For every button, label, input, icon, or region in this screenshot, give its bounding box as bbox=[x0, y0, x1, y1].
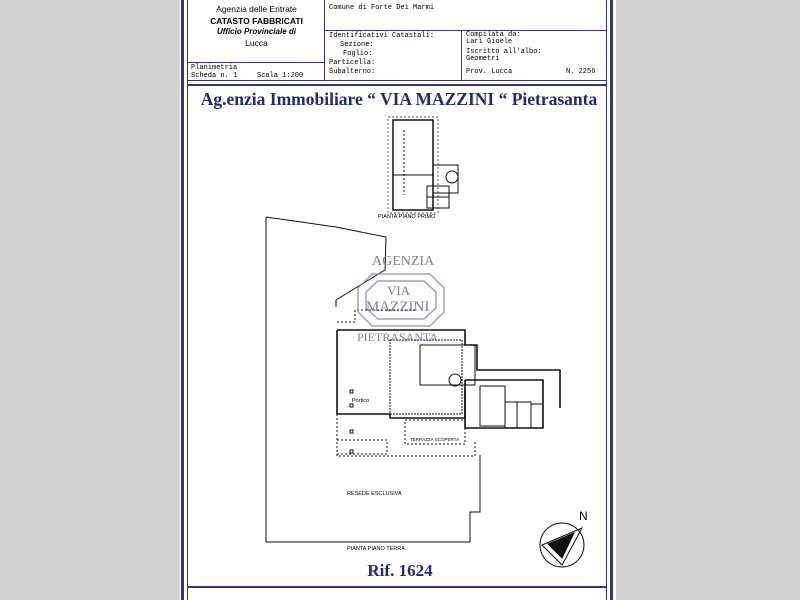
planimetria-label: Planimetria bbox=[191, 64, 238, 72]
provincial-office: Ufficio Provinciale di bbox=[217, 27, 296, 36]
identificativi-label: Identificativi Catastali: bbox=[329, 32, 435, 40]
watermark-line3: MAZZINI bbox=[366, 299, 430, 315]
reference-number: Rif. 1624 bbox=[367, 561, 433, 580]
portico-label: Portico bbox=[352, 398, 370, 404]
registration-number: N. 2256 bbox=[566, 68, 596, 76]
albo-label: Iscritto all'albo: bbox=[466, 48, 542, 56]
albo-value: Geometri bbox=[466, 55, 500, 63]
sezione-label: Sezione: bbox=[340, 41, 374, 49]
ground-floor-label: PIANTA PIANO TERRA bbox=[347, 546, 405, 552]
subalterno-label: Subalterno: bbox=[329, 68, 376, 76]
compilata-label: Compilata da: bbox=[466, 31, 521, 39]
resede-label: RESEDE ESCLUSIVA bbox=[347, 491, 402, 497]
registry-name: CATASTO FABBRICATI bbox=[210, 16, 303, 26]
foglio-label: Foglio: bbox=[343, 50, 373, 58]
terrazza-label: TERRAZZA SCOPERTA bbox=[410, 437, 460, 442]
watermark-line2: VIA bbox=[387, 283, 411, 298]
document-title: Ag.enzia Immobiliare “ VIA MAZZINI “ Pietrasanta bbox=[200, 89, 598, 109]
prov-label: Prov. Lucca bbox=[466, 68, 513, 76]
scala-label: Scala 1:200 bbox=[257, 72, 304, 80]
compilata-value: Lari Gioele bbox=[466, 38, 513, 46]
first-floor-label: PIANTA PIANO PRIMO bbox=[378, 214, 436, 220]
watermark-line1: AGENZIA bbox=[372, 254, 435, 269]
particella-label: Particella: bbox=[329, 59, 376, 67]
agency-name: Agenzia delle Entrate bbox=[216, 4, 297, 14]
watermark-line4: PIETRASANTA bbox=[357, 330, 439, 344]
comune-label: Comune di Forte Dei Marmi bbox=[329, 4, 435, 12]
scheda-label: Scheda n. 1 bbox=[191, 72, 238, 80]
first-floor-plan bbox=[388, 117, 458, 213]
compass-symbol bbox=[540, 523, 584, 567]
office-city: Lucca bbox=[245, 38, 268, 48]
north-indicator: N bbox=[579, 509, 588, 523]
